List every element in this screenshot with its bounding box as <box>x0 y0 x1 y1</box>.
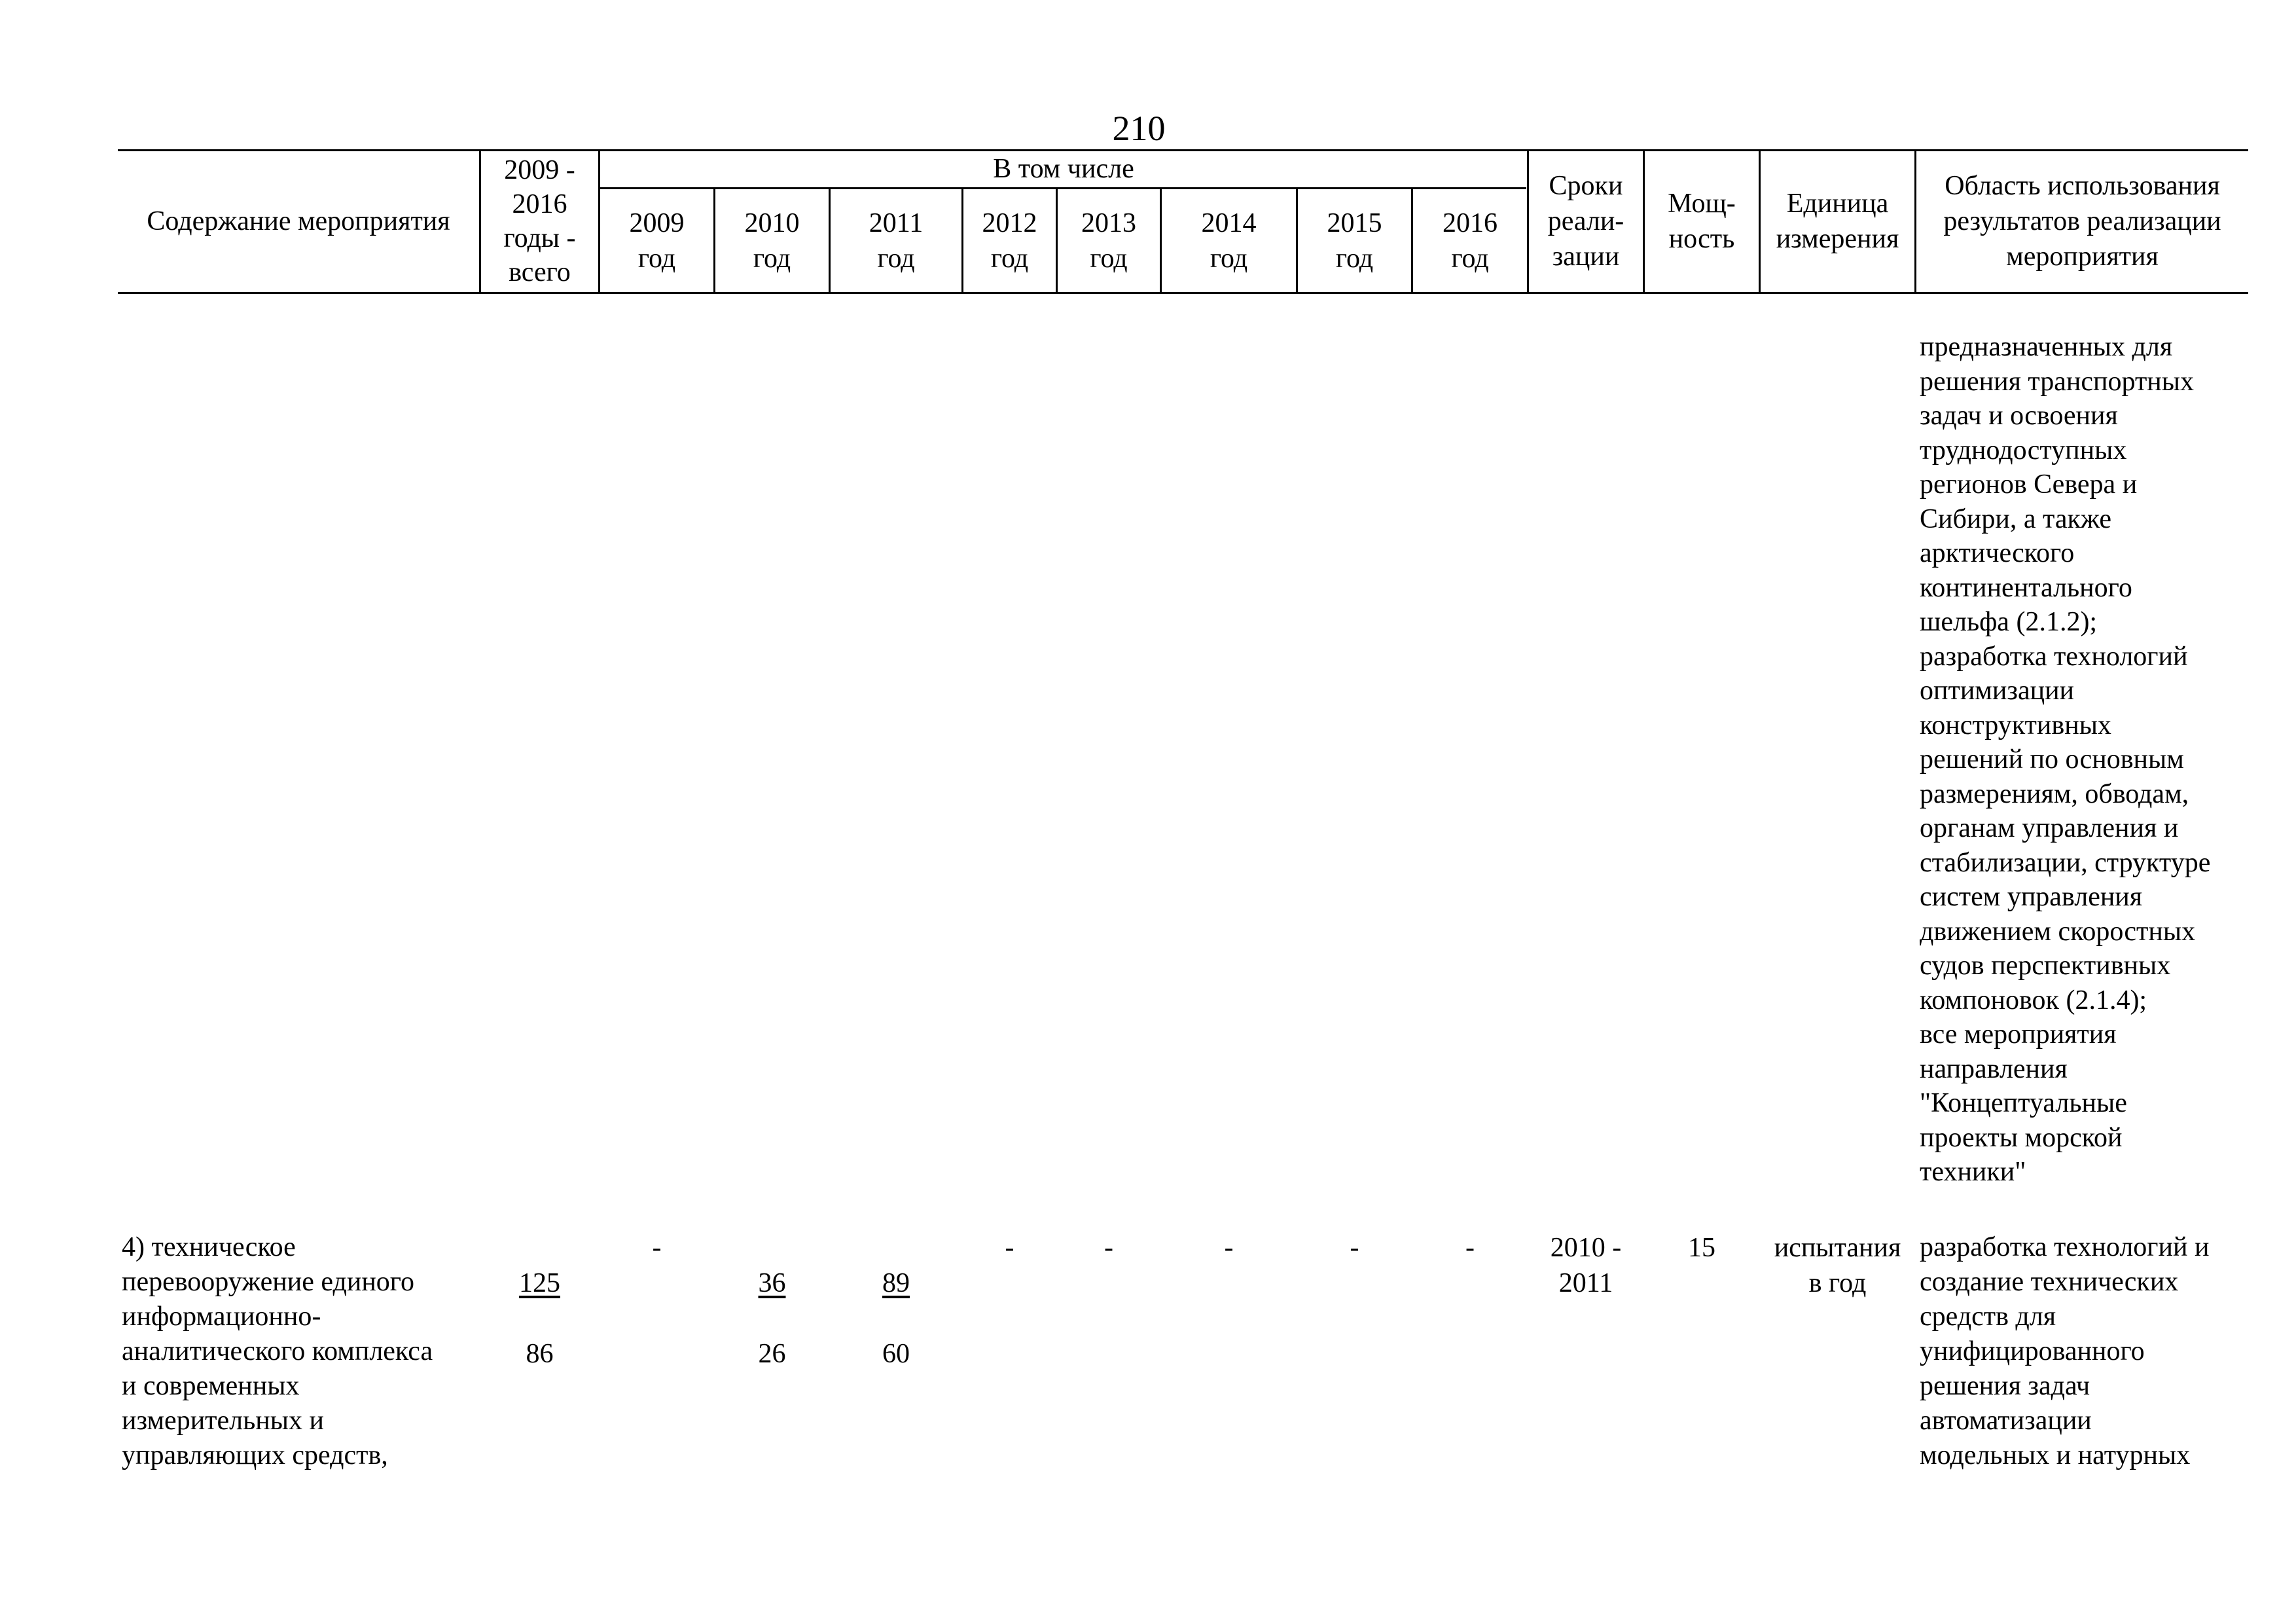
header-total: 2009 - 2016 годы - всего <box>503 155 576 287</box>
header-year-2011: 2011 год <box>869 208 924 274</box>
header-year-2016: 2016 год <box>1443 208 1498 274</box>
header-year-2012: 2012 год <box>982 208 1037 274</box>
header-year-2014: 2014 год <box>1201 208 1257 274</box>
header-content: Содержание мероприятия <box>147 206 450 236</box>
row-total-top: 125 <box>519 1268 560 1298</box>
header-year-2009: 2009 год <box>629 208 685 274</box>
header-year-2013: 2013 год <box>1081 208 1136 274</box>
header-unit: Единица измерения <box>1776 188 1899 254</box>
area-continuation-text: предназначенных для решения транспортных задач и освоения труднодоступных регионов Севера и Сибири, а также арктического континентального шельфа (2.1.2); разработка технологий оптимизации конструктивных решений по основным размерениям, обводам, органам управления и стабилизации, структуре систем управления движением скоростных судов перспективных компоновок (2.1.4); все мероприятия направления "Концептуальные проекты морской техники" <box>1920 332 2211 1187</box>
header-area: Область использования результатов реализации мероприятия <box>1943 170 2221 272</box>
row-total-bottom: 86 <box>526 1339 554 1369</box>
row-terms: 2010 - 2011 <box>1550 1233 1622 1298</box>
header-capacity: Мощ- ность <box>1668 188 1736 254</box>
row-year-2010 <box>715 1230 829 1407</box>
row-year-2014: - <box>1224 1233 1234 1263</box>
row-area: разработка технологий и создание технических средств для унифицированного решения задач автоматизации модельных и натурных <box>1920 1232 2210 1470</box>
header-year-2015: 2015 год <box>1327 208 1382 274</box>
row-year-2011-top: 89 <box>882 1268 910 1298</box>
row-year-2016: - <box>1465 1233 1475 1263</box>
row-year-2013: - <box>1104 1233 1113 1263</box>
row-content: 4) техническое перевооружение единого информационно- аналитического комплекса и современных измерительных и управляющих средств, <box>122 1232 433 1470</box>
row-capacity: 15 <box>1688 1233 1715 1263</box>
page-number: 210 <box>1112 109 1166 148</box>
row-year-2015: - <box>1350 1233 1359 1263</box>
row-year-2012: - <box>1005 1233 1014 1263</box>
row-year-2011-bottom: 60 <box>882 1339 910 1369</box>
header-terms: Сроки реали- зации <box>1547 170 1624 272</box>
row-total <box>481 1230 598 1407</box>
row-year-2010-bottom: 26 <box>758 1339 786 1369</box>
header-year-2010: 2010 год <box>744 208 800 274</box>
header-group-in-total: В том числе <box>993 153 1134 184</box>
table-header-bottom-border <box>118 292 2248 294</box>
row-year-2011 <box>831 1230 961 1407</box>
row-year-2010-top: 36 <box>758 1268 786 1298</box>
row-unit: испытания в год <box>1774 1233 1901 1298</box>
row-year-2009: - <box>652 1233 662 1263</box>
